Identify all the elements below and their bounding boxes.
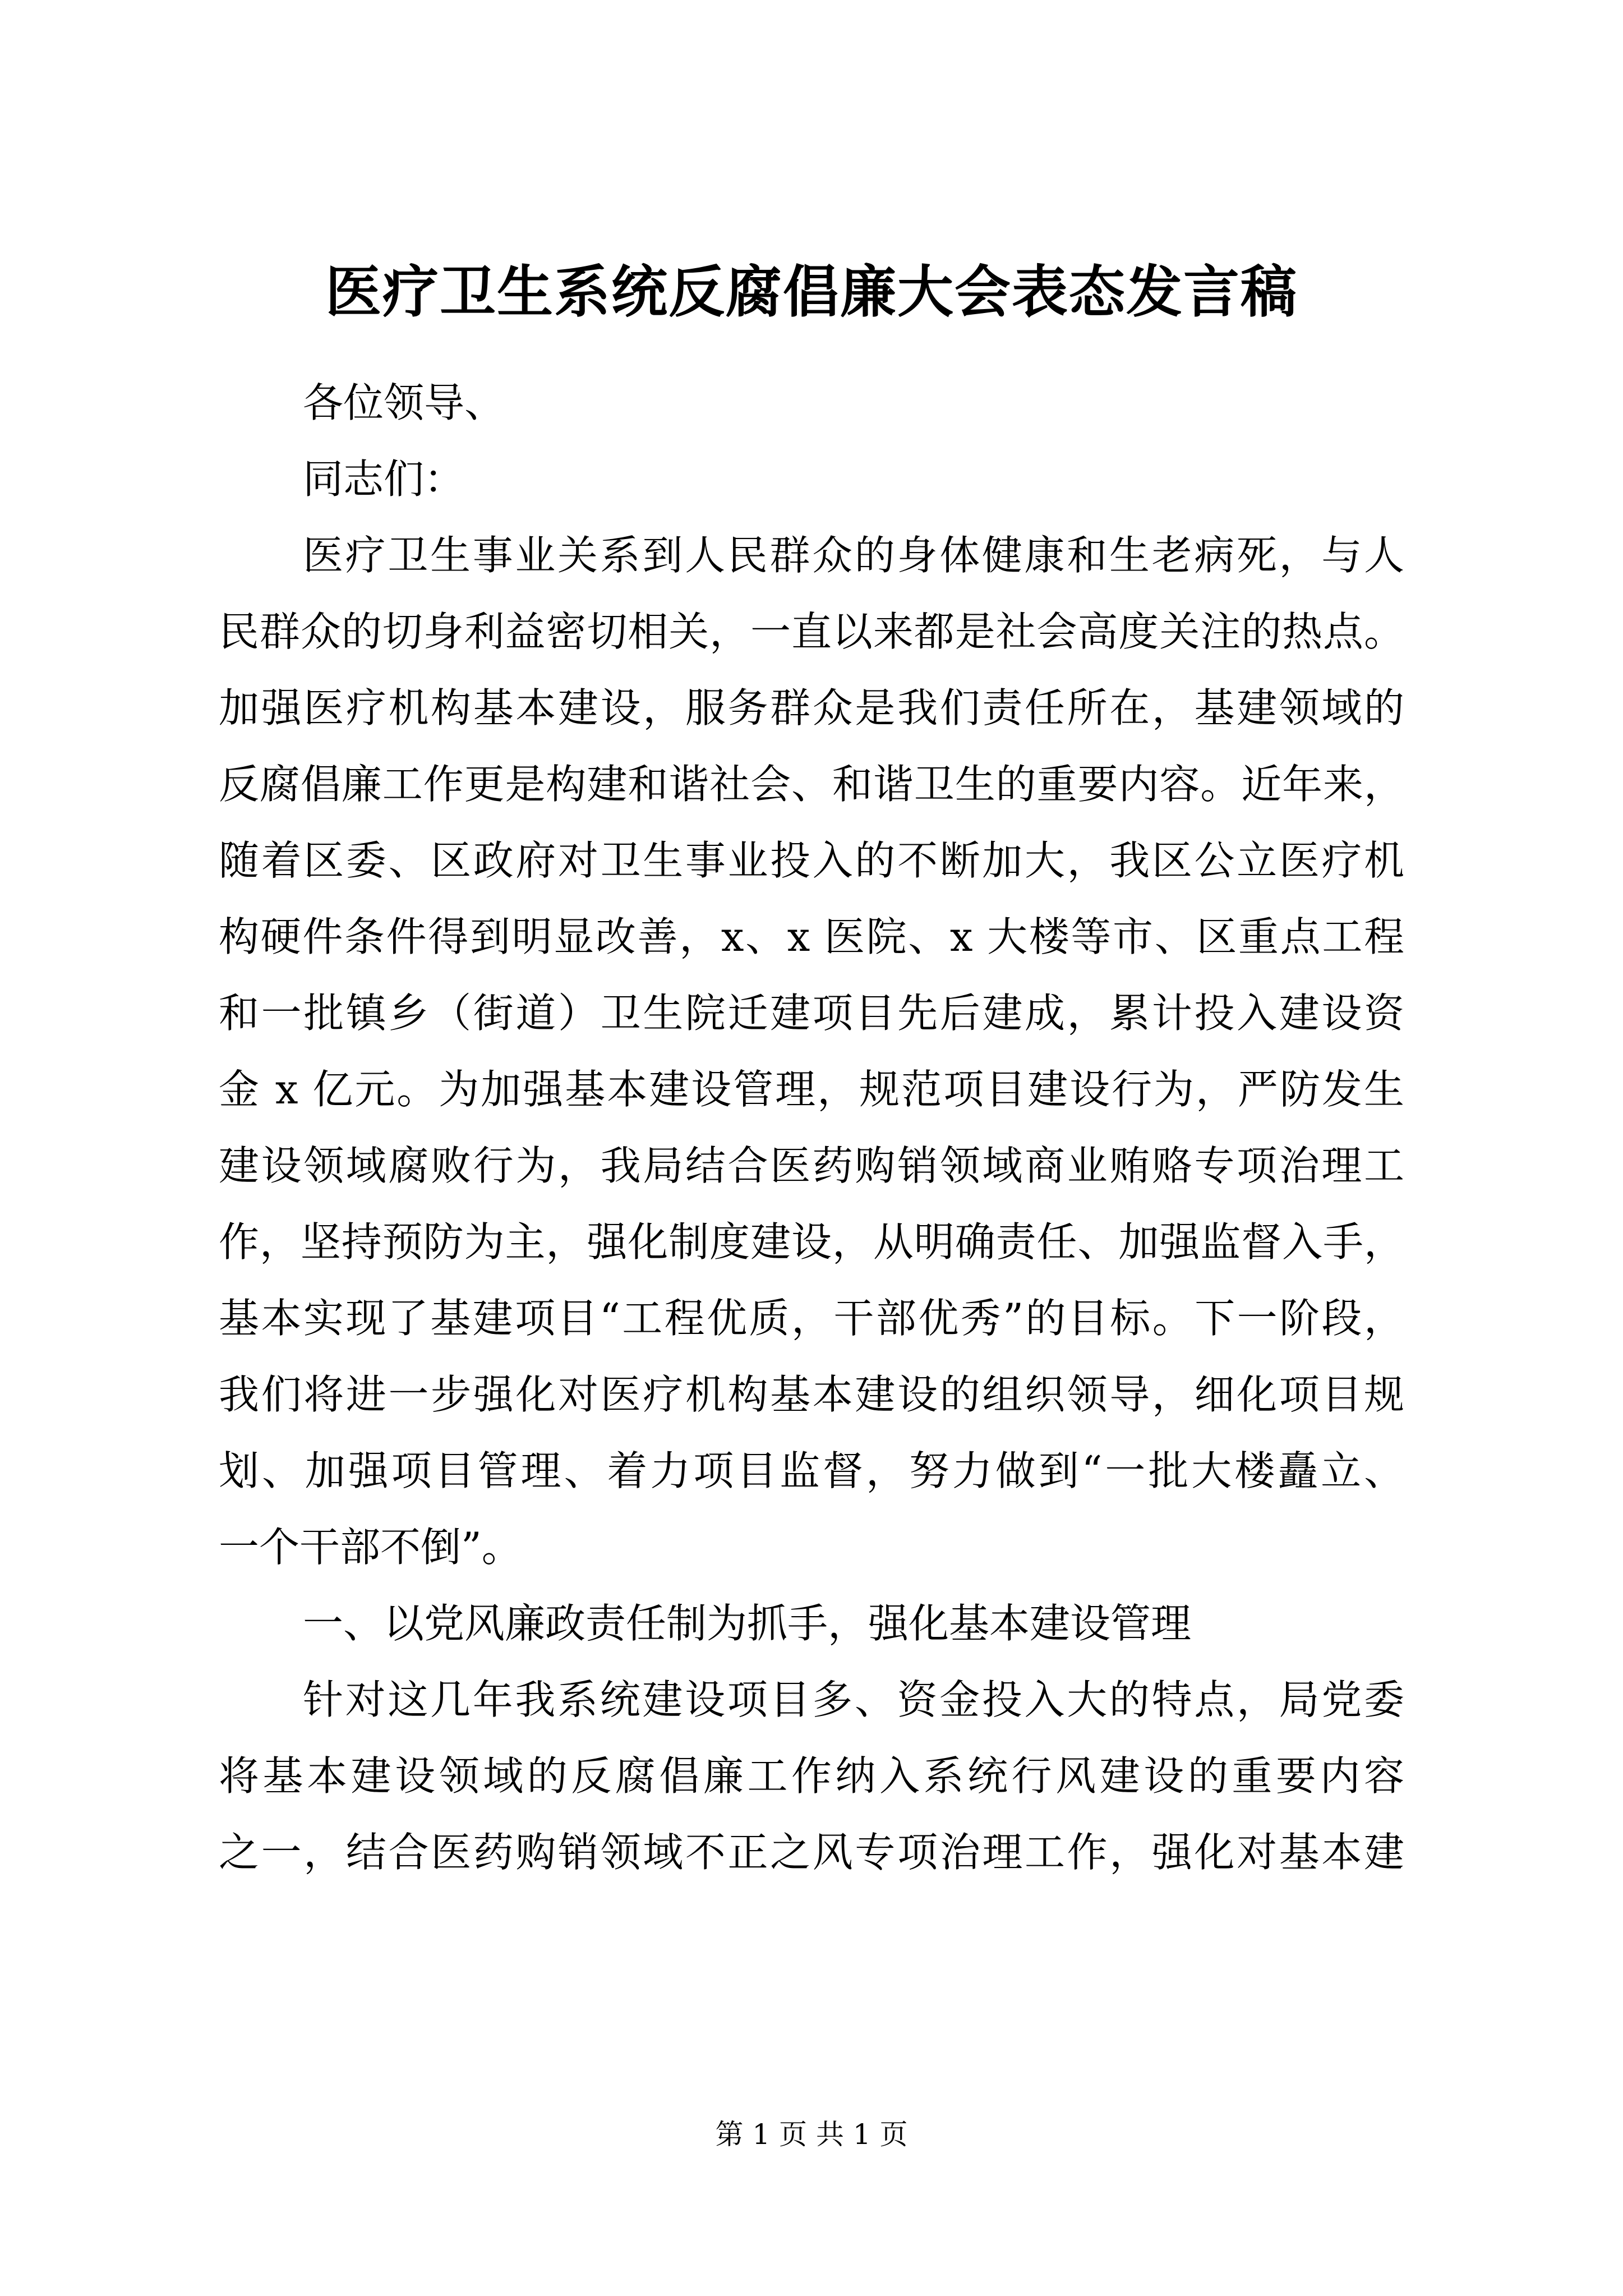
salutation-line: 同志们： bbox=[303, 455, 465, 503]
document-title: 医疗卫生系统反腐倡廉大会表态发言稿 bbox=[325, 259, 1298, 325]
paragraph-line: 和一批镇乡（街道）卫生院迁建项目先后建成，累计投入建设资 bbox=[219, 990, 1404, 1037]
paragraph-line: 针对这几年我系统建设项目多、资金投入大的特点，局党委 bbox=[303, 1676, 1404, 1723]
salutation-line: 各位领导、 bbox=[303, 379, 505, 426]
paragraph-line: 构硬件条件得到明显改善，x、x 医院、x 大楼等市、区重点工程 bbox=[219, 913, 1404, 960]
section-heading: 一、以党风廉政责任制为抓手，强化基本建设管理 bbox=[303, 1600, 1192, 1647]
paragraph-line: 划、加强项目管理、着力项目监督，努力做到“一批大楼矗立、 bbox=[219, 1447, 1404, 1494]
paragraph-line: 民群众的切身利益密切相关，一直以来都是社会高度关注的热点。 bbox=[219, 608, 1404, 655]
document-body bbox=[219, 365, 1404, 1890]
paragraph-line: 金 x 亿元。为加强基本建设管理，规范项目建设行为，严防发生 bbox=[219, 1066, 1404, 1113]
paragraph-line: 反腐倡廉工作更是构建和谐社会、和谐卫生的重要内容。近年来， bbox=[219, 761, 1404, 808]
paragraph-line: 随着区委、区政府对卫生事业投入的不断加大，我区公立医疗机 bbox=[219, 837, 1404, 884]
paragraph-line: 我们将进一步强化对医疗机构基本建设的组织领导，细化项目规 bbox=[219, 1371, 1404, 1418]
paragraph-line: 一个干部不倒”。 bbox=[219, 1524, 522, 1571]
paragraph-line: 建设领域腐败行为，我局结合医药购销领域商业贿赂专项治理工 bbox=[219, 1142, 1404, 1189]
paragraph-line: 加强医疗机构基本建设，服务群众是我们责任所在，基建领域的 bbox=[219, 684, 1404, 731]
page-footer: 第 1 页 共 1 页 bbox=[715, 2118, 908, 2151]
paragraph-line: 将基本建设领域的反腐倡廉工作纳入系统行风建设的重要内容 bbox=[219, 1752, 1404, 1800]
paragraph-line: 作，坚持预防为主，强化制度建设，从明确责任、加强监督入手， bbox=[219, 1218, 1404, 1266]
paragraph-line: 医疗卫生事业关系到人民群众的身体健康和生老病死，与人 bbox=[303, 532, 1404, 579]
paragraph-line: 基本实现了基建项目“工程优质，干部优秀”的目标。下一阶段， bbox=[219, 1295, 1404, 1342]
paragraph-line: 之一，结合医药购销领域不正之风专项治理工作，强化对基本建 bbox=[219, 1829, 1404, 1876]
